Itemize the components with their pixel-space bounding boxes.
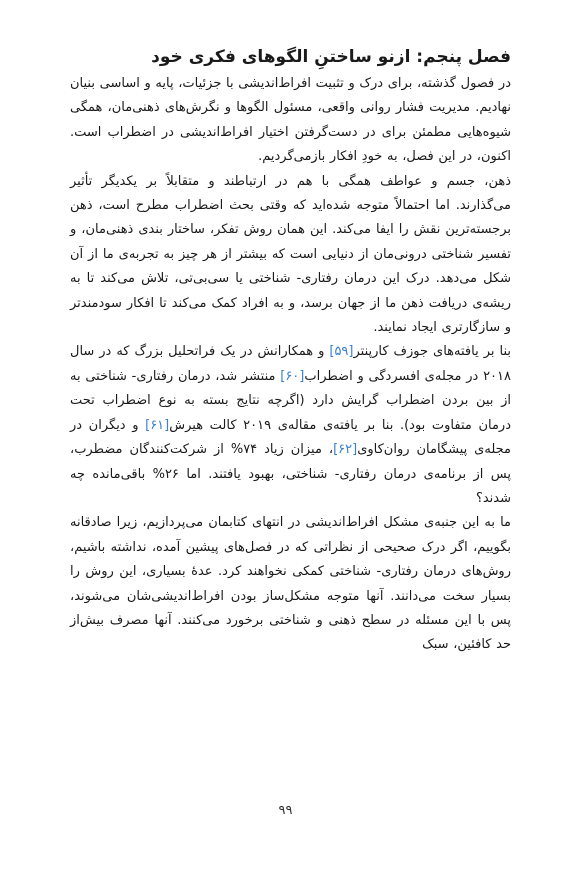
citation-link[interactable]: [۶۰]: [280, 368, 305, 384]
paragraph-text: بنا بر یافته‌های جوزف کارپنتر: [353, 344, 511, 360]
citation-link[interactable]: [۶۲]: [333, 442, 358, 458]
page-content: [70, 44, 511, 658]
paragraph: [70, 511, 511, 657]
paragraph-text: در فصول گذشته، برای درک و تثبیت افراط‌اندیشی با جزئیات، پایه و اساسی بنیان نهادیم. مدیریت فشار روانی واقعی، مسئول الگوها و نگرش‌های ذهنی‌مان، همگی شیوه‌هایی مطمئن برای در دست‌گرفتن اختیار افراط‌اندیشی در اضطراب است. اکنون، در این فصل، به خودِ افکار بازمی‌گردیم.: [70, 76, 511, 165]
paragraph-text: ما به این جنبه‌ی مشکل افراط‌اندیشی در انتهای کتابمان می‌پردازیم، زیرا صادقانه بگوییم، اگر درک صحیحی از نظراتی که در فصل‌های پیشین آمده، نداشته باشیم، روش‌های درمان رفتاری- شناختی کمکی نخواهند کرد. عدهٔ بسیاری، این روش را بسیار سخت می‌دانند. آنها متوجه مشکل‌ساز بودن افراط‌اندیشی‌شان می‌شوند، پس با این مسئله در سطح ذهنی و شناختی برخورد می‌کنند. آنها مصرف بیش‌از حد کافئین، سبک: [70, 515, 511, 653]
chapter-title: فصل پنجم: ازنو ساختنِ الگوهای فکری خود: [151, 47, 511, 67]
citation-link[interactable]: [۶۱]: [145, 417, 170, 433]
paragraph: [70, 340, 511, 511]
page-number: ۹۹: [278, 803, 293, 818]
paragraph: [70, 72, 511, 170]
paragraph: [70, 170, 511, 341]
paragraph-text: ، میزان زیاد ۷۴% از شرکت‌کنندگان مضطرب، پس از برنامه‌ی درمان رفتاری- شناختی، بهبود یافتند. اما ۲۶% باقی‌مانده چه شدند؟: [70, 442, 511, 506]
body-text: [70, 72, 511, 658]
paragraph-text: ذهن، جسم و عواطف همگی با هم در ارتباطند و متقابلاً بر یکدیگر تأثیر می‌گذارند. اما احتمالاً متوجه شده‌اید که وقتی بحث اضطراب مطرح است، ذهن برجسته‌ترین نقش را ایفا می‌کند. این همان روش تفکر، ساختار بندی ذهنی‌مان، و تفسیر شناختی درونی‌مان از دنیایی است که بیشتر از هر چیز به تجربه‌ی ما از آن شکل می‌دهد. درک این درمان رفتاری- شناختی یا سی‌بی‌تی، تلاش می‌کند تا به ریشه‌ی دریافت ذهن ما از جهان برسد، و به افراد کمک می‌کند تا افکار سودمندتر و سازگارتری ایجاد نمایند.: [70, 173, 511, 336]
paragraph-text: و دیگران در مجله‌ی پیشگامان روان‌کاوی: [70, 417, 511, 458]
paragraph-text: و همکارانش در یک فراتحلیل بزرگ که در سال ۲۰۱۸ در مجله‌ی افسردگی و اضطراب: [70, 344, 511, 384]
citation-link[interactable]: [۵۹]: [329, 344, 354, 360]
paragraph-text: منتشر شد، درمان رفتاری- شناختی به از بین بردن اضطراب گرایش دارد (اگرچه نتایج بسته به نوع اضطراب تحت درمان متفاوت بود). بنا بر یافته‌ی مقاله‌ی ۲۰۱۹ کالت هیرش: [70, 368, 511, 433]
